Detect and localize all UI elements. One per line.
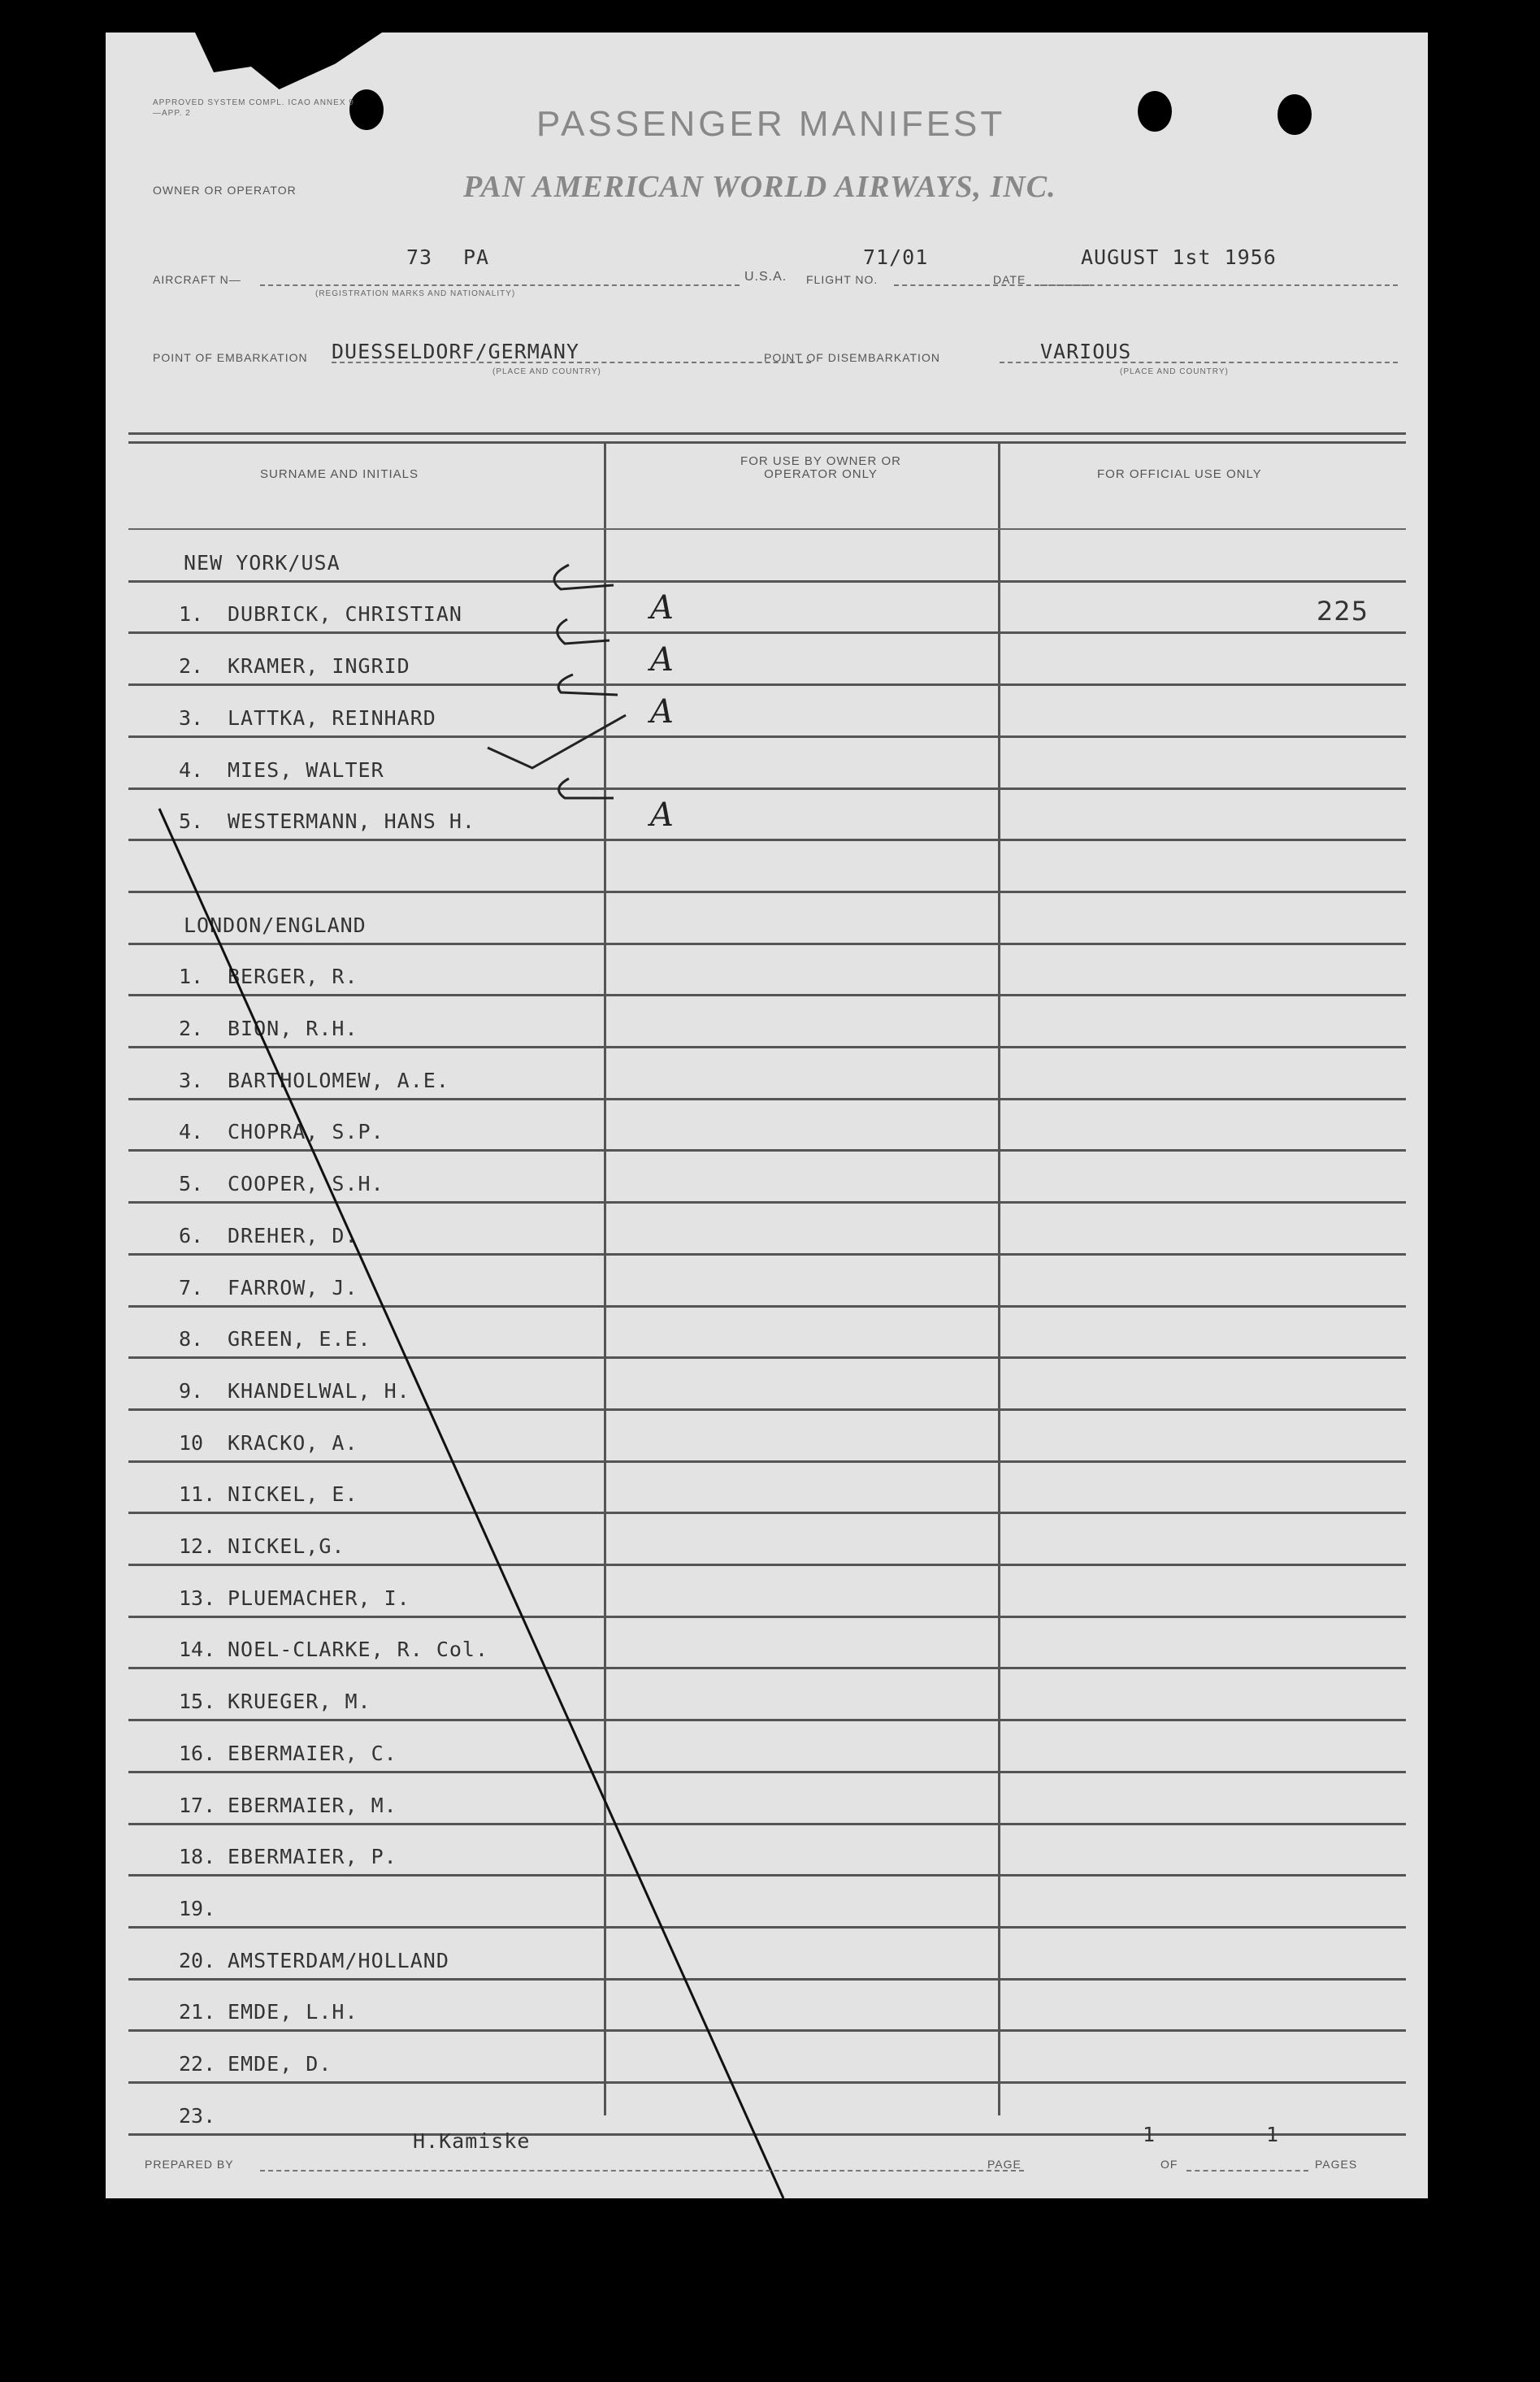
flight-date: AUGUST 1st 1956 xyxy=(1081,245,1277,269)
row-number: 16. xyxy=(179,1741,216,1765)
passenger-name: KRACKO, A. xyxy=(228,1430,358,1455)
pages-label: PAGES xyxy=(1315,2158,1358,2171)
row-number: 5. xyxy=(179,1172,204,1196)
passenger-name: COOPER, S.H. xyxy=(228,1172,384,1196)
passenger-name: EMDE, L.H. xyxy=(228,2000,358,2024)
prepared-by-label: PREPARED BY xyxy=(145,2158,234,2171)
passenger-name: NOEL-CLARKE, R. Col. xyxy=(228,1638,489,1662)
row-number: 10 xyxy=(179,1430,204,1455)
passenger-name: KHANDELWAL, H. xyxy=(228,1378,410,1403)
row-number: 4. xyxy=(179,1120,204,1144)
passenger-name: LONDON/ENGLAND xyxy=(184,913,367,937)
row-number: 22. xyxy=(179,2052,216,2076)
row-number: 13. xyxy=(179,1586,216,1610)
embarkation-value: DUESSELDORF/GERMANY xyxy=(332,340,579,363)
passenger-name: DREHER, D. xyxy=(228,1223,358,1247)
column-header-owner-use: FOR USE BY OWNER OR OPERATOR ONLY xyxy=(740,454,901,481)
flight-label: FLIGHT NO. xyxy=(806,273,878,286)
operator-mark: A xyxy=(650,641,674,679)
passenger-name: EBERMAIER, C. xyxy=(228,1741,397,1765)
passenger-name: MIES, WALTER xyxy=(228,757,384,782)
passenger-name: CHOPRA, S.P. xyxy=(228,1120,384,1144)
row-number: 6. xyxy=(179,1223,204,1247)
passenger-name: NEW YORK/USA xyxy=(184,550,341,575)
airline-name: PAN AMERICAN WORLD AIRWAYS, INC. xyxy=(463,170,1056,204)
row-number: 14. xyxy=(179,1638,216,1662)
row-number: 8. xyxy=(179,1327,204,1352)
passenger-name: BION, R.H. xyxy=(228,1017,358,1040)
row-number: 3. xyxy=(179,1068,204,1092)
aircraft-number: 73 xyxy=(406,245,433,269)
row-number: 19. xyxy=(179,1896,216,1920)
row-number: 11. xyxy=(179,1482,216,1507)
column-header-official-use: FOR OFFICIAL USE ONLY xyxy=(1097,467,1262,481)
row-number: 12. xyxy=(179,1534,216,1558)
registration-label: (REGISTRATION MARKS AND NATIONALITY) xyxy=(315,289,516,298)
passenger-name: NICKEL,G. xyxy=(228,1534,345,1558)
aircraft-suffix: PA xyxy=(463,245,490,269)
manifest-page xyxy=(106,33,1428,2198)
operator-mark: A xyxy=(650,692,674,731)
passenger-name: LATTKA, REINHARD xyxy=(228,705,436,730)
disembarkation-label: POINT OF DISEMBARKATION xyxy=(764,351,940,364)
row-number: 1. xyxy=(179,602,204,627)
row-number: 15. xyxy=(179,1690,216,1714)
embarkation-label: POINT OF EMBARKATION xyxy=(153,351,308,364)
pages-line xyxy=(1186,2170,1308,2172)
passenger-name: BARTHOLOMEW, A.E. xyxy=(228,1068,449,1092)
form-title: PASSENGER MANIFEST xyxy=(536,104,1006,144)
passenger-name: EBERMAIER, M. xyxy=(228,1793,397,1817)
place-country-label: (PLACE AND COUNTRY) xyxy=(492,367,601,376)
row-number: 5. xyxy=(179,809,204,834)
approval-text: APPROVED SYSTEM COMPL. ICAO ANNEX 9—APP. 2 xyxy=(153,98,354,118)
of-label: OF xyxy=(1160,2158,1178,2171)
passenger-name: KRAMER, INGRID xyxy=(228,654,410,679)
passenger-name: WESTERMANN, HANS H. xyxy=(228,809,475,834)
page-number: 1 xyxy=(1143,2123,1156,2146)
row-number: 21. xyxy=(179,2000,216,2024)
page-label: PAGE xyxy=(987,2158,1022,2171)
passenger-name: DUBRICK, CHRISTIAN xyxy=(228,602,462,627)
passenger-name: AMSTERDAM/HOLLAND xyxy=(228,1948,449,1972)
date-label: DATE xyxy=(993,273,1026,286)
place-country-label-2: (PLACE AND COUNTRY) xyxy=(1120,367,1229,376)
prepared-by-line xyxy=(260,2170,1024,2172)
passenger-name: BERGER, R. xyxy=(228,965,358,989)
flight-number: 71/01 xyxy=(863,245,929,269)
row-number: 2. xyxy=(179,654,204,679)
passenger-name: EMDE, D. xyxy=(228,2052,332,2076)
operator-mark: A xyxy=(650,589,674,627)
row-number: 18. xyxy=(179,1845,216,1869)
check-marks xyxy=(106,33,1428,2198)
row-number: 1. xyxy=(179,965,204,989)
passenger-name: EBERMAIER, P. xyxy=(228,1845,397,1869)
row-number: 17. xyxy=(179,1793,216,1817)
passenger-name: NICKEL, E. xyxy=(228,1482,358,1507)
operator-mark: A xyxy=(650,796,674,835)
prepared-by-name: H.Kamiske xyxy=(413,2129,531,2153)
row-number: 2. xyxy=(179,1017,204,1040)
row-number: 23. xyxy=(179,2103,216,2128)
page-total: 1 xyxy=(1266,2123,1280,2146)
row-number: 9. xyxy=(179,1378,204,1403)
passenger-name: PLUEMACHER, I. xyxy=(228,1586,410,1610)
usa-label: U.S.A. xyxy=(744,270,787,284)
passenger-name: KRUEGER, M. xyxy=(228,1690,371,1714)
column-header-surname: SURNAME AND INITIALS xyxy=(260,467,419,481)
passenger-name: GREEN, E.E. xyxy=(228,1327,371,1352)
row-number: 4. xyxy=(179,757,204,782)
disembarkation-value: VARIOUS xyxy=(1040,340,1132,363)
owner-label: OWNER OR OPERATOR xyxy=(153,184,297,197)
official-use-value: 225 xyxy=(1317,596,1369,627)
aircraft-label: AIRCRAFT N— xyxy=(153,273,241,286)
row-number: 20. xyxy=(179,1948,216,1972)
passenger-name: FARROW, J. xyxy=(228,1275,358,1299)
row-number: 7. xyxy=(179,1275,204,1299)
row-number: 3. xyxy=(179,705,204,730)
